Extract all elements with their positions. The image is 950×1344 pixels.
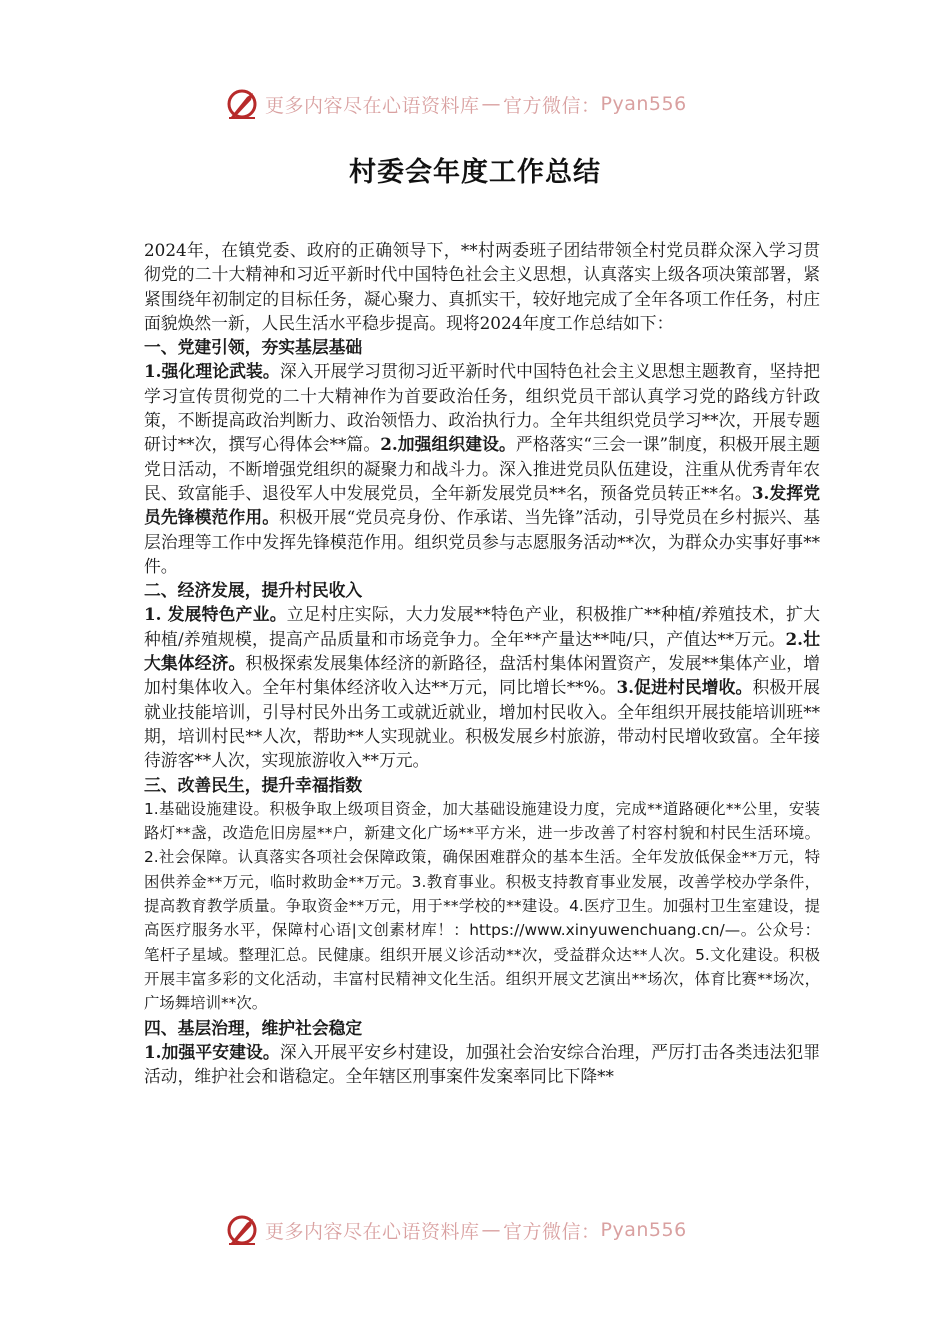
s4-item-1-text: 深入开展平安乡村建设，加强社会治安综合治理，严厉打击各类违法犯罪活动，维护社会和谐稳定。全年辖区刑事案件发案率同比下降**	[144, 1041, 820, 1087]
quill-logo-icon	[225, 87, 259, 121]
section-4-heading: 四、基层治理，维护社会稳定	[144, 1017, 363, 1038]
header-watermark	[225, 84, 745, 124]
section-1-heading: 一、党建引领，夯实基层基础	[144, 337, 363, 358]
banner-text: 更多内容尽在心语资料库	[265, 1220, 480, 1243]
section-3-heading: 三、改善民生，提升幸福指数	[144, 774, 363, 795]
section-2-paragraph	[144, 602, 820, 772]
wechat-id: Pyan556	[600, 1219, 687, 1241]
s1-item-1-title: 1.强化理论武装。	[144, 361, 280, 382]
s1-item-1-text: 深入开展学习贯彻习近平新时代中国特色社会主义思想主题教育，坚持把学习宣传贯彻党的二十大精神作为首要政治任务，组织党员干部认真学习党的路线方针政策，不断提高政治判断力、政治领悟力、政治执行力。全年共组织党员学习**次，开展专题研讨**次，撰写心得体会**篇。	[144, 361, 820, 455]
wechat-label: 官方微信：	[503, 94, 601, 117]
wechat-id: Pyan556	[600, 93, 687, 115]
banner-text: 更多内容尽在心语资料库	[265, 94, 480, 117]
intro-paragraph: 2024年，在镇党委、政府的正确领导下，**村两委班子团结带领全村党员群众深入学习贯彻党的二十大精神和习近平新时代中国特色社会主义思想，认真落实上级各项决策部署，紧紧围绕年初制定的目标任务，凝心聚力、真抓实干，较好地完成了全年各项工作任务，村庄面貌焕然一新，人民生活水平稳步提高。现将2024年度工作总结如下：	[144, 240, 820, 333]
banner-separator: —	[481, 93, 502, 115]
s4-item-1-title: 1.加强平安建设。	[144, 1041, 280, 1062]
s1-item-3-title: 3.发挥党员先锋模范作用。	[144, 482, 820, 528]
quill-logo-icon	[225, 1213, 259, 1247]
section-4-paragraph	[144, 1040, 820, 1089]
s2-item-1-title: 1. 发展特色产业。	[144, 604, 287, 625]
document-body	[144, 238, 820, 1088]
section-3-paragraph: 1.基础设施建设。积极争取上级项目资金，加大基础设施建设力度，完成**道路硬化**公里，安装路灯**盏，改造危旧房屋**户，新建文化广场**平方米，进一步改善了村容村貌和村民生活环境。2.社会保障。认真落实各项社会保障政策，确保困难群众的基本生活。全年发放低保金**万元，特困供养金**万元，临时救助金**万元。3.教育事业。积极支持教育事业发展，改善学校办学条件，提高教育教学质量。争取资金**万元，用于**学校的**建设。4.医疗卫生。加强村卫生室建设，提高医疗服务水平，保障村心语|文创素材库！：https://www.xinyuwenchuang.cn/—。公众号：笔杆子星域。整理汇总。民健康。组织开展义诊活动**次，受益群众达**人次。5.文化建设。积极开展丰富多彩的文化活动，丰富村民精神文化生活。组织开展文艺演出**场次，体育比赛**场次，广场舞培训**次。	[144, 799, 820, 1013]
s2-item-1-text: 立足村庄实际，大力发展**特色产业，积极推广**种植/养殖技术，扩大种植/养殖规模，提高产品质量和市场竞争力。全年**产量达**吨/只，产值达**万元。	[144, 604, 820, 649]
s2-item-2-text: 积极探索发展集体经济的新路径，盘活村集体闲置资产，发展**集体产业，增加村集体收入。全年村集体经济收入达**万元，同比增长**%。	[144, 653, 820, 698]
s1-item-3-text: 积极开展“党员亮身份、作承诺、当先锋”活动，引导党员在乡村振兴、基层治理等工作中发挥先锋模范作用。组织党员参与志愿服务活动**次，为群众办实事好事**件。	[144, 507, 820, 576]
s2-item-2-title: 2.壮大集体经济。	[144, 628, 820, 674]
wechat-label: 官方微信：	[503, 1220, 601, 1243]
s1-item-2-title: 2.加强组织建设。	[380, 434, 516, 455]
s2-item-3-title: 3.促进村民增收。	[616, 677, 753, 698]
footer-watermark	[225, 1210, 745, 1250]
s1-item-2-text: 严格落实“三会一课”制度，积极开展主题党日活动，不断增强党组织的凝聚力和战斗力。深入推进党员队伍建设，注重从优秀青年农民、致富能手、退役军人中发展党员，全年新发展党员**名，预备党员转正**名。	[144, 434, 820, 503]
banner-separator: —	[481, 1219, 502, 1241]
s2-item-3-text: 积极开展就业技能培训，引导村民外出务工或就近就业，增加村民收入。全年组织开展技能培训班**期，培训村民**人次，帮助**人实现就业。积极发展乡村旅游，带动村民增收致富。全年接待游客**人次，实现旅游收入**万元。	[144, 677, 820, 771]
section-2-heading: 二、经济发展，提升村民收入	[144, 580, 363, 601]
page-title: 村委会年度工作总结	[349, 157, 601, 188]
section-1-paragraph	[144, 359, 820, 578]
